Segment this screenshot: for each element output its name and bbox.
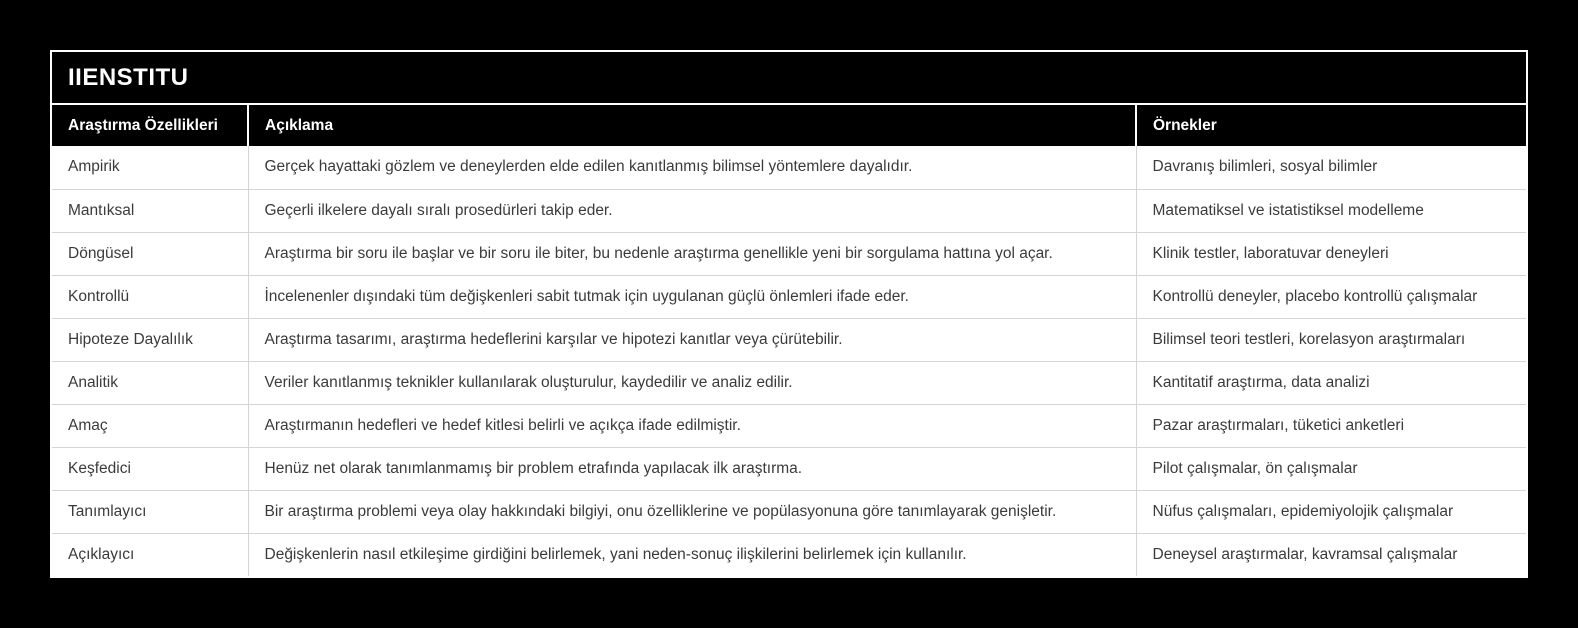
- feature-cell: Döngüsel: [52, 232, 248, 275]
- examples-cell: Pilot çalışmalar, ön çalışmalar: [1136, 447, 1526, 490]
- description-cell: Geçerli ilkelere dayalı sıralı prosedürleri takip eder.: [248, 189, 1136, 232]
- table-row: [52, 146, 1526, 189]
- description-cell: Araştırma tasarımı, araştırma hedeflerini karşılar ve hipotezi kanıtlar veya çürütebilir.: [248, 318, 1136, 361]
- examples-cell: Klinik testler, laboratuvar deneyleri: [1136, 232, 1526, 275]
- brand-title: IIENSTITU: [52, 52, 1526, 105]
- table-row: [52, 404, 1526, 447]
- table-row: [52, 232, 1526, 275]
- column-header-examples: Örnekler: [1136, 105, 1526, 146]
- feature-cell: Mantıksal: [52, 189, 248, 232]
- description-cell: Değişkenlerin nasıl etkileşime girdiğini belirlemek, yani neden-sonuç ilişkilerini belirlemek için kullanılır.: [248, 533, 1136, 576]
- description-cell: Gerçek hayattaki gözlem ve deneylerden elde edilen kanıtlanmış bilimsel yöntemlere dayalıdır.: [248, 146, 1136, 189]
- table-row: [52, 275, 1526, 318]
- description-cell: Henüz net olarak tanımlanmamış bir problem etrafında yapılacak ilk araştırma.: [248, 447, 1136, 490]
- examples-cell: Nüfus çalışmaları, epidemiyolojik çalışmalar: [1136, 490, 1526, 533]
- examples-cell: Davranış bilimleri, sosyal bilimler: [1136, 146, 1526, 189]
- table-card: [50, 50, 1528, 578]
- column-header-description: Açıklama: [248, 105, 1136, 146]
- feature-cell: Ampirik: [52, 146, 248, 189]
- column-header-feature: Araştırma Özellikleri: [52, 105, 248, 146]
- description-cell: Veriler kanıtlanmış teknikler kullanılarak oluşturulur, kaydedilir ve analiz edilir.: [248, 361, 1136, 404]
- feature-cell: Kontrollü: [52, 275, 248, 318]
- table-row: [52, 189, 1526, 232]
- table-row: [52, 533, 1526, 576]
- feature-cell: Amaç: [52, 404, 248, 447]
- feature-cell: Hipoteze Dayalılık: [52, 318, 248, 361]
- feature-cell: Analitik: [52, 361, 248, 404]
- table-row: [52, 490, 1526, 533]
- examples-cell: Kantitatif araştırma, data analizi: [1136, 361, 1526, 404]
- description-cell: Araştırmanın hedefleri ve hedef kitlesi belirli ve açıkça ifade edilmiştir.: [248, 404, 1136, 447]
- examples-cell: Matematiksel ve istatistiksel modelleme: [1136, 189, 1526, 232]
- examples-cell: Bilimsel teori testleri, korelasyon araştırmaları: [1136, 318, 1526, 361]
- table-header: [52, 105, 1526, 146]
- description-cell: Bir araştırma problemi veya olay hakkındaki bilgiyi, onu özelliklerine ve popülasyonuna göre tanımlayarak genişletir.: [248, 490, 1136, 533]
- feature-cell: Keşfedici: [52, 447, 248, 490]
- examples-cell: Deneysel araştırmalar, kavramsal çalışmalar: [1136, 533, 1526, 576]
- table-row: [52, 318, 1526, 361]
- feature-cell: Tanımlayıcı: [52, 490, 248, 533]
- research-features-table: [52, 105, 1526, 576]
- table-row: [52, 447, 1526, 490]
- examples-cell: Pazar araştırmaları, tüketici anketleri: [1136, 404, 1526, 447]
- description-cell: İncelenenler dışındaki tüm değişkenleri sabit tutmak için uygulanan güçlü önlemleri ifade eder.: [248, 275, 1136, 318]
- table-header-row: [52, 105, 1526, 146]
- table-body: [52, 146, 1526, 576]
- feature-cell: Açıklayıcı: [52, 533, 248, 576]
- table-row: [52, 361, 1526, 404]
- examples-cell: Kontrollü deneyler, placebo kontrollü çalışmalar: [1136, 275, 1526, 318]
- description-cell: Araştırma bir soru ile başlar ve bir soru ile biter, bu nedenle araştırma genellikle yeni bir sorgulama hattına yol açar.: [248, 232, 1136, 275]
